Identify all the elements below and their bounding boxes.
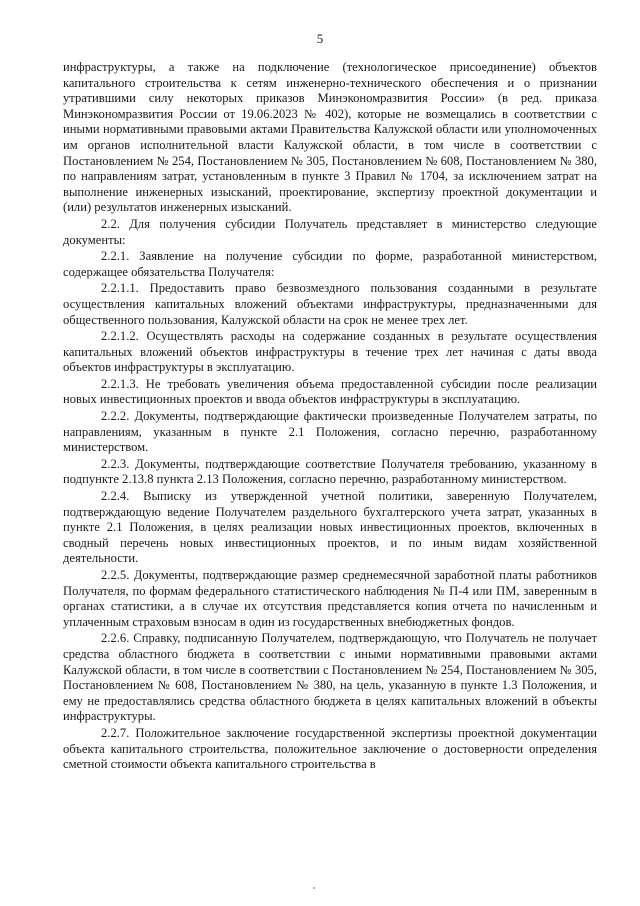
paragraph-2-2-1-2: 2.2.1.2. Осуществлять расходы на содержание созданных в результате осуществления капитальных вложений объектов инфраструктуры в течение трех лет начиная с даты ввода объектов инфраструктуры в эксплуатацию. [63, 329, 597, 375]
paragraph-continuation: инфраструктуры, а также на подключение (технологическое присоединение) объектов капитального строительства к сетям инженерно-технического обеспечения и о признании утратившими силу некоторых приказов Минэкономразвития России» (в ред. приказа Минэкономразвития России от 19.06.2023 № 402), которые не возмещались в соответствии с иными нормативными правовыми актами Правительства Калужской области или уполномоченных им органов исполнительной власти Калужской области, в том числе в соответствии с Постановлением № 254, Постановлением № 305, Постановлением № 608, Постановлением № 380, по направлениям затрат, установленным в пункте 3 Правил № 1704, за исключением затрат на выполнение инженерных изысканий, проектирование, экспертизу проектной документации и (или) результатов инженерных изысканий. [63, 60, 597, 215]
paragraph-2-2-1-1: 2.2.1.1. Предоставить право безвозмездного пользования созданными в результате осуществления капитальных вложений объектами инфраструктуры, предназначенными для общественного пользования, Калужской области на срок не менее трех лет. [63, 281, 597, 327]
paragraph-2-2-7: 2.2.7. Положительное заключение государственной экспертизы проектной документации объекта капитального строительства, положительное заключение о достоверности определения сметной стоимости объекта капитального строительства в [63, 725, 597, 772]
paragraph-2-2-3: 2.2.3. Документы, подтверждающие соответствие Получателя требованию, указанному в подпункте 2.13.8 пункта 2.13 Положения, согласно перечню, разработанному министерством. [63, 456, 597, 487]
paragraph-2-2-1: 2.2.1. Заявление на получение субсидии по форме, разработанной министерством, содержащее обязательства Получателя: [63, 249, 597, 279]
paragraph-2-2-1-3: 2.2.1.3. Не требовать увеличения объема предоставленной субсидии после реализации новых инвестиционных проектов и ввода объектов инфраструктуры в эксплуатацию. [63, 376, 597, 407]
document-body [63, 60, 597, 773]
paragraph-2-2-4: 2.2.4. Выписку из утвержденной учетной политики, заверенную Получателем, подтверждающую ведение Получателем раздельного бухгалтерского учета затрат, указанных в пункте 2.1 Положения, в целях реализации новых инвестиционных проектов, включенных в сводный перечень новых инвестиционных проектов, и по иным видам хозяйственной деятельности. [63, 489, 597, 566]
paragraph-2-2-2: 2.2.2. Документы, подтверждающие фактически произведенные Получателем затраты, по направлениям, указанным в пункте 2.1 Положения, согласно перечню, разработанному министерством. [63, 409, 597, 455]
scan-dot [313, 887, 315, 889]
paragraph-2-2-5: 2.2.5. Документы, подтверждающие размер среднемесячной заработной платы работников Получателя, по формам федерального статистического наблюдения № П-4 или ПМ, заверенным в органах статистики, а в случае их отсутствия представляется копия отчета по начисленным и уплаченным страховым взносам в один из государственных внебюджетных фондов. [63, 568, 597, 629]
paragraph-2-2: 2.2. Для получения субсидии Получатель представляет в министерство следующие документы: [63, 216, 597, 247]
page-number: 5 [316, 31, 324, 46]
paragraph-2-2-6: 2.2.6. Справку, подписанную Получателем, подтверждающую, что Получатель не получает средства областного бюджета в соответствии с иными нормативными правовыми актами Калужской области, в том числе в соответствии с Постановлением № 254, Постановлением № 305, Постановлением № 608, Постановлением № 380, на цель, указанную в пункте 1.3 Положения, и ему не предоставлялись средства областного бюджета в целях капитальных вложений в объекты инфраструктуры. [63, 631, 597, 724]
